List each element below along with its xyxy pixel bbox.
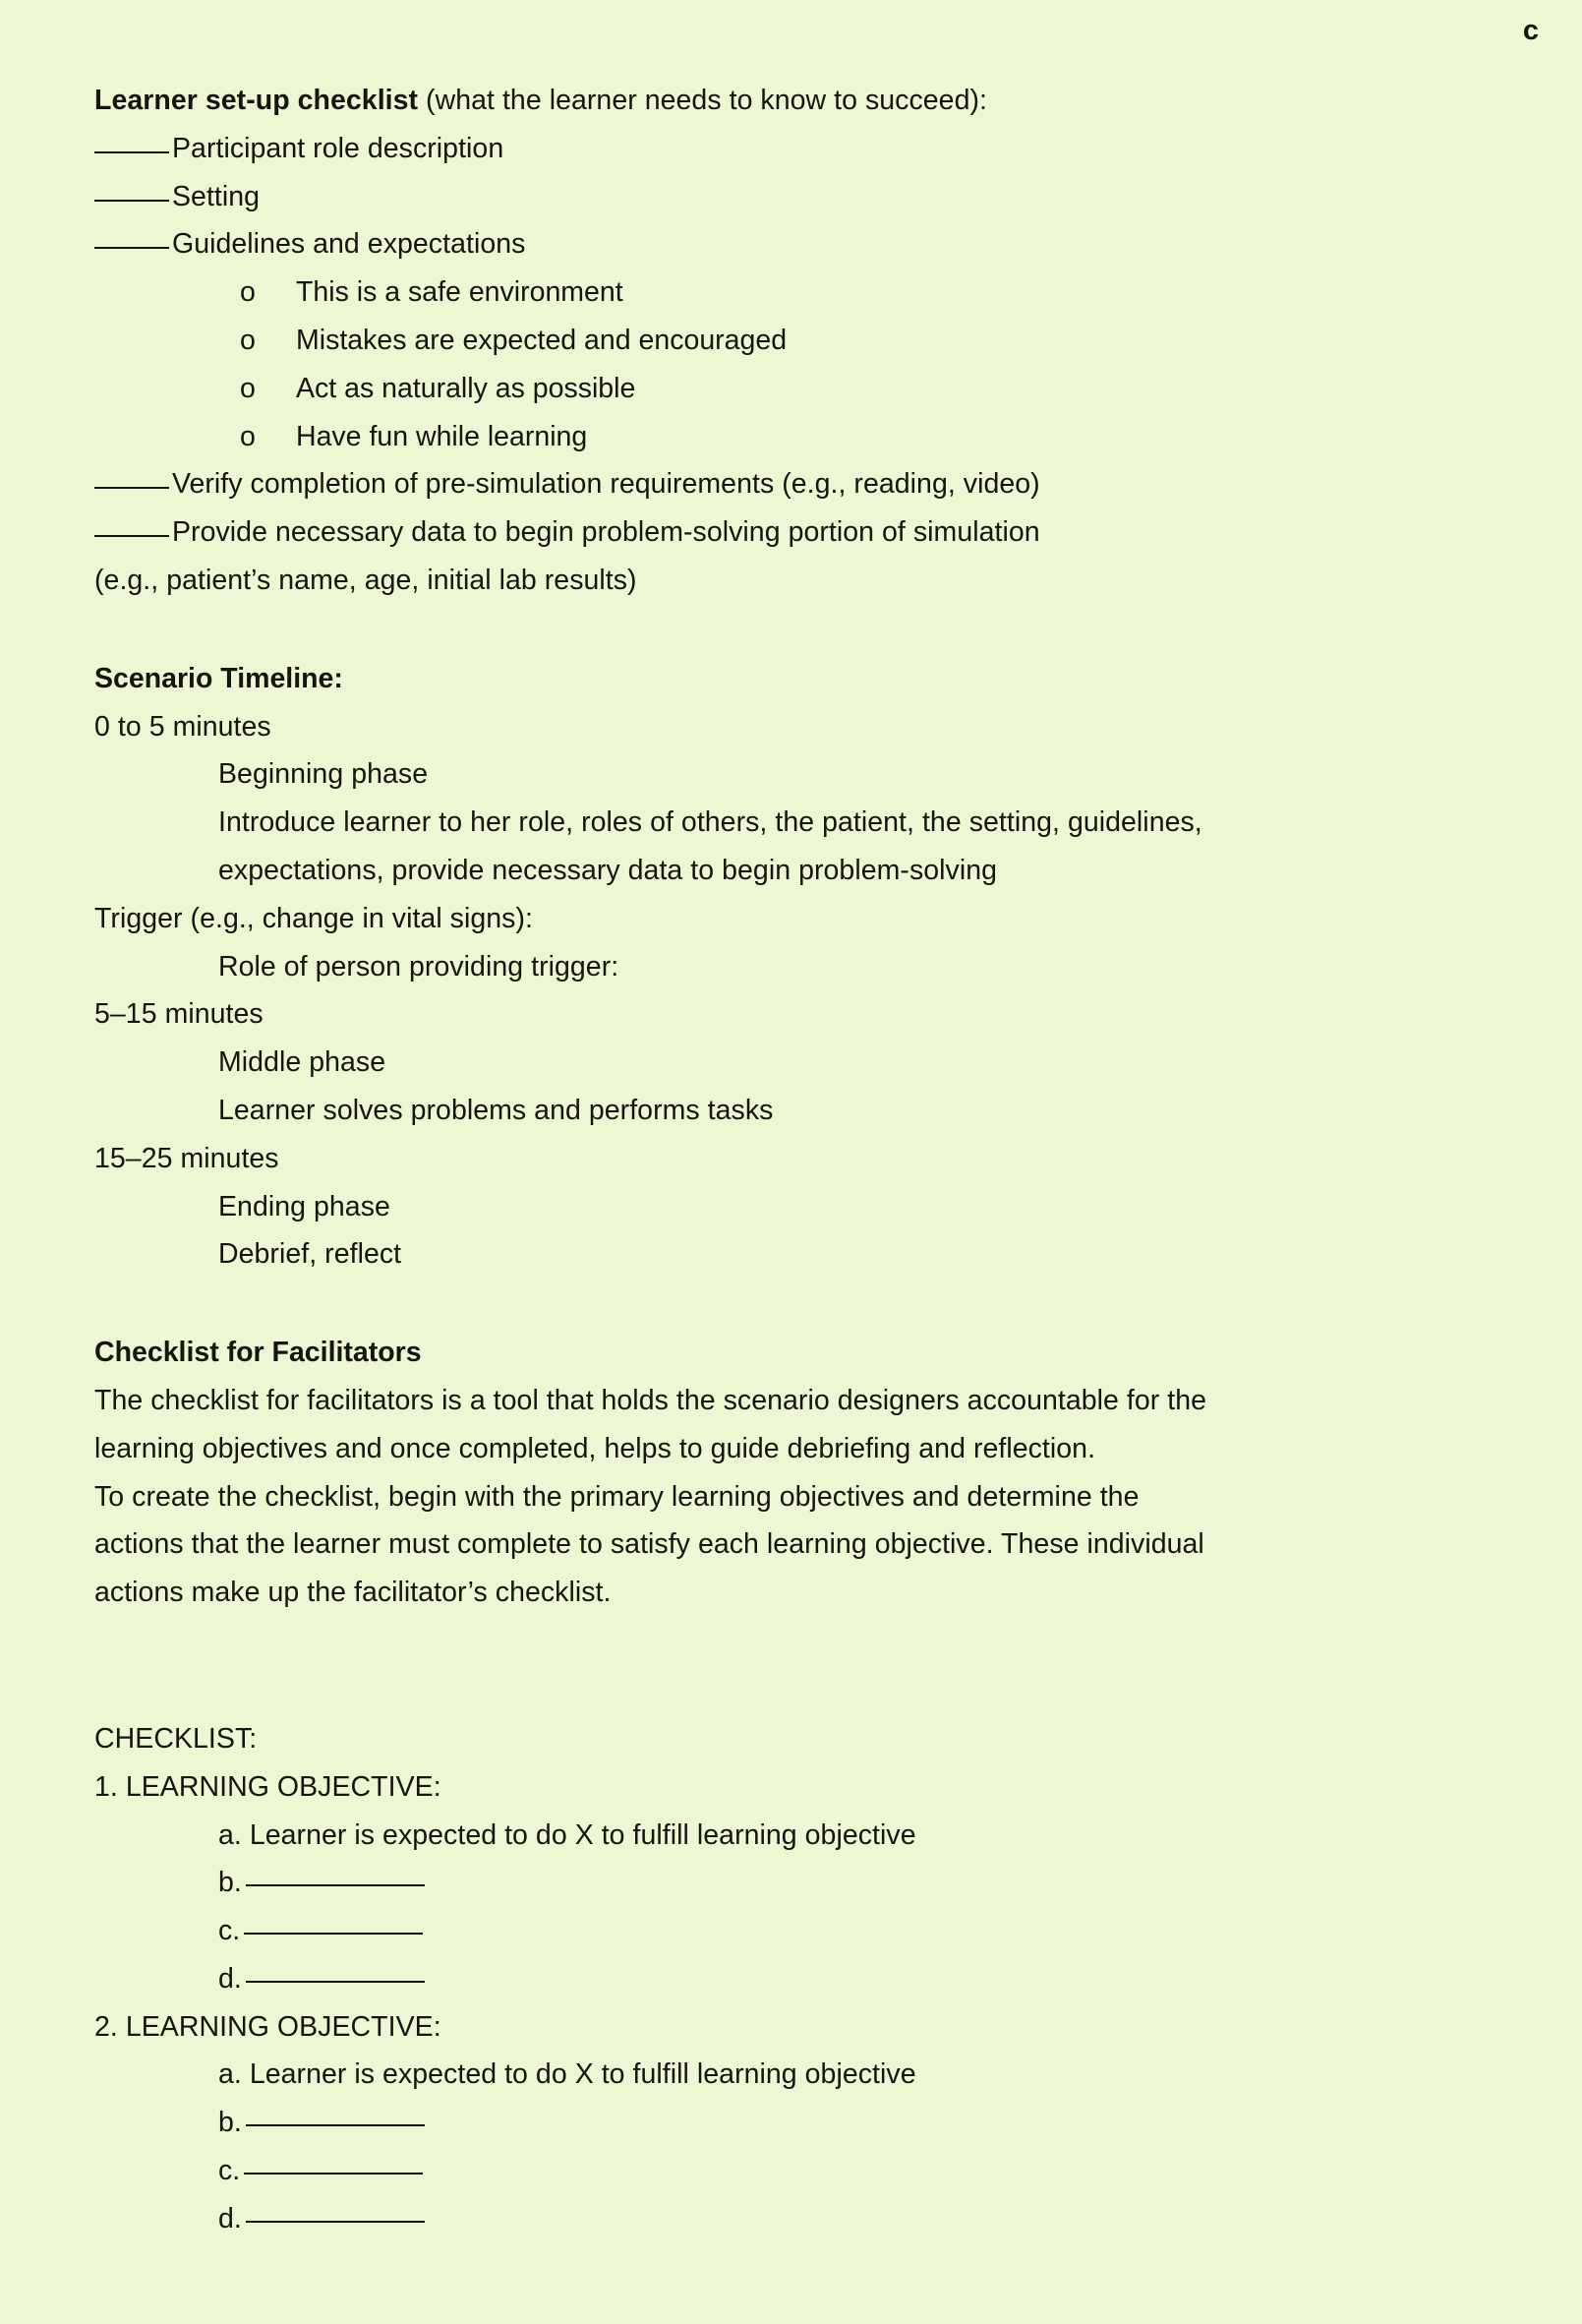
objective-item-letter: c.: [218, 2155, 241, 2187]
objective-2-item-d: [94, 2195, 1500, 2243]
fill-blank-line[interactable]: [246, 2107, 425, 2126]
objective-2-item-b: [94, 2099, 1500, 2147]
timeline-phase-ending: Ending phase: [218, 1190, 390, 1222]
checklist-item-guidelines: [94, 220, 1500, 268]
circle-bullet-icon: o: [240, 420, 256, 452]
section-spacer: [94, 605, 1500, 655]
objective-1-item-c: [94, 1907, 1500, 1955]
list-item: [94, 268, 1500, 317]
document-content: [94, 77, 1500, 2243]
section-spacer: [94, 1279, 1500, 1329]
scenario-timeline-heading: Scenario Timeline:: [94, 662, 343, 694]
fill-blank-line[interactable]: [246, 1963, 425, 1983]
circle-bullet-icon: o: [240, 372, 256, 404]
objective-1-item-d: [94, 1955, 1500, 2003]
checklist-item-label: Guidelines and expectations: [172, 228, 526, 261]
fill-blank-line[interactable]: [246, 1867, 425, 1886]
objective-item-letter: a.: [218, 2058, 242, 2091]
objective-item-letter: c.: [218, 1915, 241, 1947]
objective-item-letter: b.: [218, 2107, 242, 2139]
timeline-time-5-15: 5–15 minutes: [94, 998, 264, 1031]
fill-blank-line[interactable]: [94, 467, 169, 489]
circle-bullet-icon: o: [240, 324, 256, 356]
timeline-beginning-detail-1: Introduce learner to her role, roles of others, the patient, the setting, guidelines,: [218, 806, 1202, 839]
timeline-trigger-label: Trigger (e.g., change in vital signs):: [94, 902, 533, 934]
list-item-label: This is a safe environment: [296, 276, 623, 309]
learning-objective-2-title: 2. LEARNING OBJECTIVE:: [94, 2010, 441, 2043]
timeline-middle-detail-1: Learner solves problems and performs tasks: [218, 1094, 774, 1126]
list-item: [94, 413, 1500, 461]
timeline-time-15-25: 15–25 minutes: [94, 1142, 279, 1174]
learning-objective-1-title: 1. LEARNING OBJECTIVE:: [94, 1770, 441, 1803]
facilitators-paragraph-2-line-3: actions make up the facilitator’s checklist.: [94, 1577, 612, 1609]
fill-blank-line[interactable]: [244, 1915, 423, 1935]
learner-setup-heading-bold: Learner set-up checklist: [94, 85, 419, 116]
section-spacer: [94, 1617, 1500, 1715]
facilitators-paragraph-2-line-1: To create the checklist, begin with the primary learning objectives and determine the: [94, 1480, 1140, 1513]
checklist-item-verify-completion: [94, 460, 1500, 508]
checklist-item-participant-role: [94, 125, 1500, 173]
objective-2-item-a: [94, 2051, 1500, 2099]
facilitators-paragraph-1-line-2: learning objectives and once completed, helps to guide debriefing and reflection.: [94, 1432, 1096, 1464]
circle-bullet-icon: o: [240, 276, 256, 309]
list-item-label: Mistakes are expected and encouraged: [296, 324, 788, 356]
fill-blank-line[interactable]: [94, 227, 169, 249]
checklist-item-provide-data: [94, 508, 1500, 557]
objective-item-text: Learner is expected to do X to fulfill learning objective: [249, 1818, 916, 1851]
list-item-label: Have fun while learning: [296, 420, 588, 452]
timeline-phase-beginning: Beginning phase: [218, 758, 429, 791]
facilitators-paragraph-1-line-1: The checklist for facilitators is a tool that holds the scenario designers accountable for the: [94, 1384, 1207, 1416]
objective-item-text: Learner is expected to do X to fulfill learning objective: [249, 2058, 916, 2091]
timeline-ending-detail-1: Debrief, reflect: [218, 1238, 402, 1271]
checklist-for-facilitators-heading: Checklist for Facilitators: [94, 1337, 422, 1369]
checklist-item-label: Setting: [172, 180, 261, 212]
learner-setup-heading: [94, 77, 1500, 125]
list-item-label: Act as naturally as possible: [296, 372, 636, 404]
fill-blank-line[interactable]: [94, 180, 169, 202]
timeline-phase-middle: Middle phase: [218, 1046, 386, 1079]
checklist-item-label: Provide necessary data to begin problem-solving portion of simulation: [172, 516, 1040, 549]
timeline-trigger-role: Role of person providing trigger:: [218, 950, 619, 983]
checklist-item-setting: [94, 173, 1500, 221]
learner-setup-heading-rest: (what the learner needs to know to succeed):: [418, 85, 987, 116]
timeline-beginning-detail-2: expectations, provide necessary data to begin problem-solving: [218, 854, 998, 886]
list-item: [94, 365, 1500, 413]
objective-1-item-a: [94, 1812, 1500, 1860]
checklist-heading: CHECKLIST:: [94, 1722, 258, 1755]
checklist-item-continuation: (e.g., patient’s name, age, initial lab results): [94, 564, 637, 596]
fill-blank-line[interactable]: [94, 132, 169, 153]
timeline-time-0-5: 0 to 5 minutes: [94, 710, 271, 743]
objective-item-letter: a.: [218, 1818, 242, 1851]
checklist-item-label: Verify completion of pre-simulation requirements (e.g., reading, video): [172, 468, 1040, 501]
objective-item-letter: d.: [218, 1962, 242, 1995]
objective-2-item-c: [94, 2147, 1500, 2195]
fill-blank-line[interactable]: [94, 515, 169, 537]
list-item: [94, 317, 1500, 365]
objective-1-item-b: [94, 1859, 1500, 1907]
checklist-item-label: Participant role description: [172, 132, 504, 164]
facilitators-paragraph-2-line-2: actions that the learner must complete to satisfy each learning objective. These individual: [94, 1528, 1204, 1561]
page-marker: c: [1522, 15, 1539, 46]
fill-blank-line[interactable]: [246, 2203, 425, 2223]
objective-item-letter: d.: [218, 2202, 242, 2235]
objective-item-letter: b.: [218, 1867, 242, 1899]
fill-blank-line[interactable]: [244, 2155, 423, 2175]
